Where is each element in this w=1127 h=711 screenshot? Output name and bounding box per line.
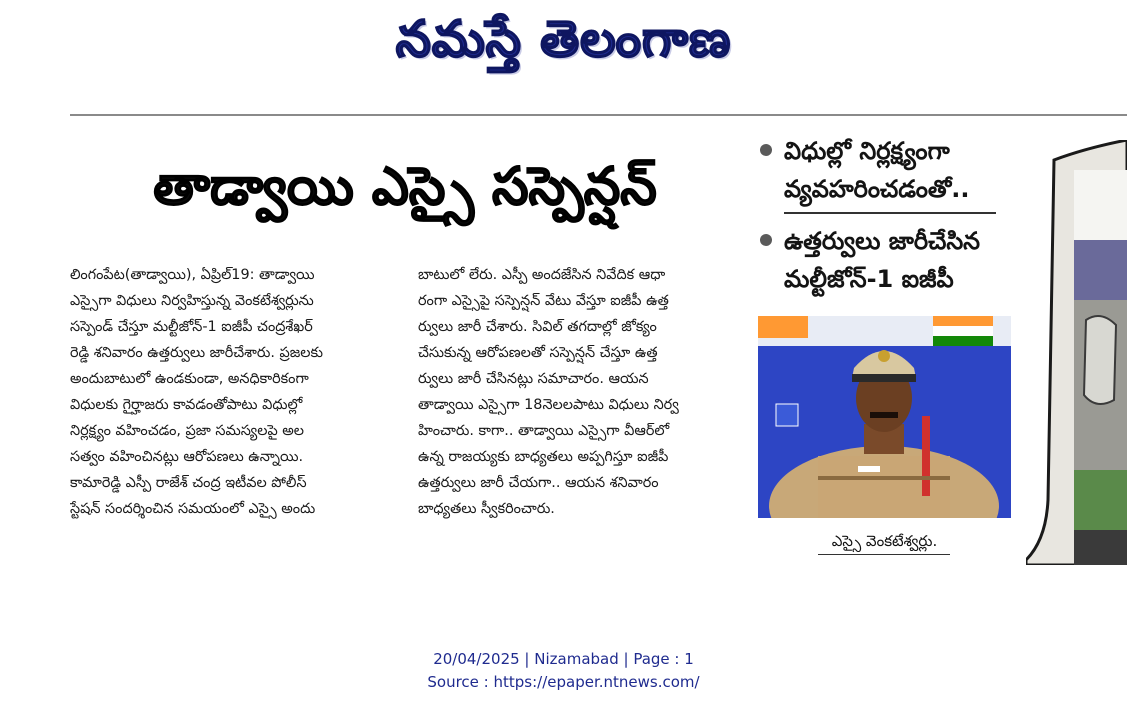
body-line: సత్వం వహించినట్లు ఆరోపణలు ఉన్నాయి. [70,449,304,465]
article-headline: తాడ్వాయి ఎస్సై సస్పెన్షన్ [153,157,657,217]
body-line: లింగంపేట(తాడ్వాయి), ఏప్రిల్19: తాడ్వాయి [70,267,315,283]
footer-date-edition: 20/04/2025 | Nizamabad | Page : 1 [433,650,694,668]
officer-photo-illustration [758,316,1011,518]
page-footer [0,648,1127,694]
footer-source-link[interactable]: Source : https://epaper.ntnews.com/ [427,673,700,691]
body-line: ఎస్సైగా విధులు నిర్వహిస్తున్న వెంకటేశ్వర్లును [70,293,314,309]
highlight-item [756,132,1006,208]
body-line: తాడ్వాయి ఎస్సైగా 18నెలలపాటు విధులు నిర్వ [418,397,679,413]
article-column-2 [418,262,740,522]
masthead [0,0,1127,80]
body-line: అందుబాటులో ఉండకుండా, అనధికారికంగా [70,371,309,387]
body-line: నిర్లక్ష్యం వహించడం, ప్రజా సమస్యలపై అల [70,423,304,439]
body-line: హించారు. కాగా.. తాడ్వాయి ఎస్సైగా వీఆర్‌లో [418,423,670,439]
header-divider [70,114,1127,116]
body-line: బాధ్యతలు స్వీకరించారు. [418,501,555,517]
body-line: కామారెడ్డి ఎస్పీ రాజేశ్ చంద్ర ఇటీవల పోలీస్ [70,475,307,491]
adjacent-photo-crop [1026,140,1127,565]
highlight-line: విధుల్లో నిర్లక్ష్యంగా [784,137,950,165]
highlight-line: మల్టీజోన్-1 ఐజీపీ [784,265,954,293]
body-line: స్టేషన్ సందర్శించిన సమయంలో ఎస్సై అందు [70,501,316,517]
highlight-line: ఉత్తర్వులు జారీచేసిన [784,227,981,255]
caption-underline [818,554,950,555]
body-line: విధులకు గైర్హాజరు కావడంతోపాటు విధుల్లో [70,397,303,413]
highlight-line: వ్యవహరించడంతో.. [784,175,970,203]
bullet-icon [760,144,772,156]
body-line: ర్వులు జారీ చేశారు. సివిల్ తగదాల్లో జోక్యం [418,319,657,335]
body-line: రంగా ఎస్సైపై సస్పెన్షన్ వేటు వేస్తూ ఐజీపీ ఉత్త [418,293,669,309]
officer-photo [758,316,1011,518]
photo-caption: ఎస్సై వెంకటేశ్వర్లు. [831,532,938,550]
highlight-divider [784,212,996,214]
article-column-1 [70,262,392,522]
bullet-icon [760,234,772,246]
body-line: రెడ్డి శనివారం ఉత్తర్వులు జారీచేశారు. ప్రజలకు [70,345,323,361]
highlight-item [756,222,1006,298]
body-line: బాటులో లేరు. ఎస్పీ అందజేసిన నివేదిక ఆధా [418,267,666,283]
body-line: ఉత్తర్వులు జారీ చేయగా.. ఆయన శనివారం [418,475,659,491]
body-line: ర్వులు జారీ చేసినట్లు సమాచారం. ఆయన [418,371,649,387]
body-line: సస్పెండ్ చేస్తూ మల్టీజోన్-1 ఐజీపీ చంద్రశేఖర్ [70,319,313,335]
adjacent-photo-illustration [1026,140,1127,565]
newspaper-logo: నమస్తే తెలంగాణ [395,10,732,68]
body-line: ఉన్న రాజయ్యకు బాధ్యతలు అప్పగిస్తూ ఐజీపీ [418,449,669,465]
body-line: చేసుకున్న ఆరోపణలతో సస్పెన్షన్ చేస్తూ ఉత్త [418,345,658,361]
highlights-sidebar [756,132,1006,298]
